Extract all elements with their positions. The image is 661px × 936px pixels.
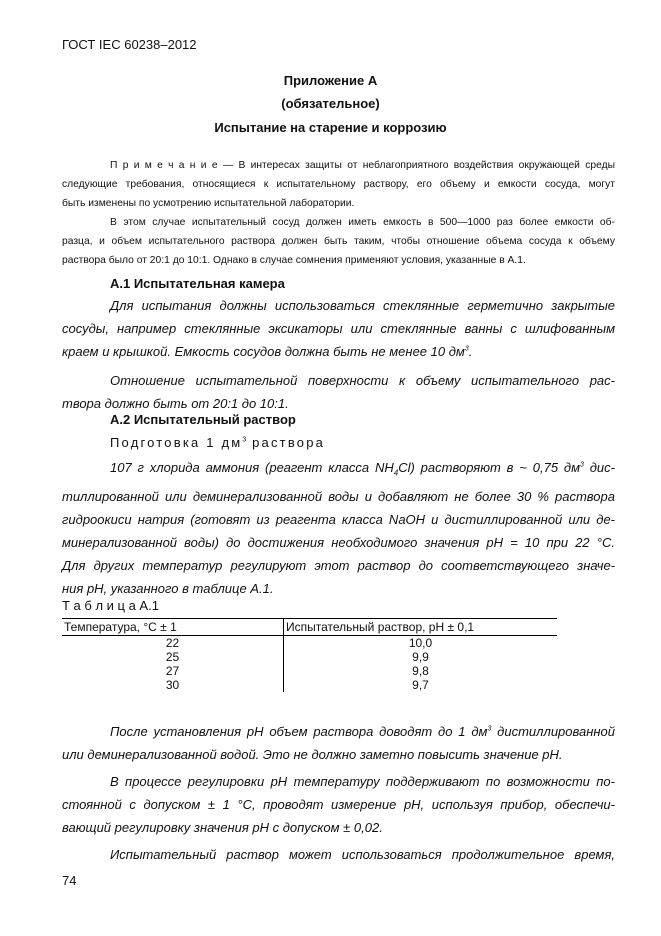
table-header-solution: Испытательный раствор, pH ± 0,1 [286,620,475,634]
paragraph-line: тиллированной или деминерализованной воды и добавляют не более 30 % раствора [62,488,615,504]
table-cell-temperature: 27 [62,664,284,678]
paragraph-line: Для испытания должны использоваться стеклянные герметично закрытые [110,298,615,313]
paragraph-line: сосуды, например стеклянные эксикаторы или стеклянные ванны с шлифованным [62,321,615,336]
note-text: — В интересах защиты от неблагоприятного воздействия окружающей среды [217,160,615,171]
table-cell-ph: 10,0 [408,636,433,650]
section-a2-body [62,456,615,600]
paragraph-line: гидроокиси натрия (готовят из реагента класса NaOH и дистиллированной или де- [62,511,615,527]
table-cell-ph: 9,7 [412,678,429,692]
paragraph-line: 107 г хлорида аммония (реагент класса $NH_4Cl$) растворяют в ~ 0,75 $дм^3$ дис- [110,460,615,478]
table-header-row [62,619,557,636]
table-header-temperature: Температура, °С ± 1 [62,619,284,636]
after-table-body [62,720,615,866]
section-a1-heading: А.1 Испытательная камера [110,276,285,291]
section-a1-body [62,294,615,415]
table-cell-ph: 9,9 [412,650,429,664]
page-number: 74 [62,873,77,888]
table-cell-temperature: 25 [62,650,284,664]
table-cell-temperature: 22 [62,636,284,651]
appendix-title: Приложение А [283,73,378,88]
ph-table [62,618,557,692]
note-block [62,156,615,270]
note-line: разца, и объем испытательного раствора должен быть таким, чтобы отношение объема сосуда к объему [62,236,615,247]
paragraph-line: Для других температур регулируют этот раствор до соответствующего значе- [62,557,615,573]
note-line: быть изменены по усмотрению испытательной лаборатории. [62,198,355,209]
paragraph-line: краем и крышкой. Емкость сосудов должна быть не менее 10 $дм^3$. [62,344,473,359]
table-row [62,664,557,678]
paragraph-line: вающий регулировку значения pH с допуском ± 0,02. [62,820,383,835]
paragraph-line: или деминерализованной водой. Это не должно заметно повысить значение pH. [62,747,563,762]
table-row [62,636,557,651]
appendix-subtitle: Испытание на старение и коррозию [214,120,447,135]
table-caption: Т а б л и ц а А.1 [62,598,159,613]
paragraph-line: В процессе регулировки pH температуру поддерживают по возможности по- [110,774,615,789]
document-id: ГОСТ IEC 60238–2012 [62,37,197,52]
table-cell-ph: 9,8 [412,664,429,678]
appendix-status: (обязательное) [281,96,380,111]
note-line: В этом случае испытательный сосуд должен иметь емкость в 500—1000 раз более емкости об- [110,217,615,228]
note-line: раствора было от 20:1 до 10:1. Однако в случае сомнения применяют условия, указанные в А.1. [62,255,526,266]
table-row [62,678,557,692]
section-a2-heading: А.2 Испытательный раствор [110,412,296,427]
table-cell-temperature: 30 [62,678,284,692]
paragraph-line: После установления pH объем раствора доводят до 1 $дм^3$ дистиллированной [110,724,616,739]
paragraph-line: ния pH, указанного в таблице А.1. [62,580,274,596]
paragraph-line: Испытательный раствор может использоваться продолжительное время, [110,847,615,862]
preparation-label: Подготовка 1 $дм^3$ раствора [110,435,326,450]
note-line: следующие требования, относящиеся к испытательному раствору, его объему и емкости сосуда, могут [62,179,615,190]
note-label: П р и м е ч а н и е [110,160,218,171]
note-line [62,156,615,175]
paragraph-line: стоянной с допуском ± 1 °С, проводят измерение pH, используя прибор, обеспечи- [62,797,615,812]
paragraph-line: Отношение испытательной поверхности к объему испытательного рас- [110,373,615,388]
paragraph-line: твора должно быть от 20:1 до 10:1. [62,396,289,411]
table-row [62,650,557,664]
paragraph-line: минерализованной воды) до достижения необходимого значения pH = 10 при 22 °С. [62,534,615,550]
